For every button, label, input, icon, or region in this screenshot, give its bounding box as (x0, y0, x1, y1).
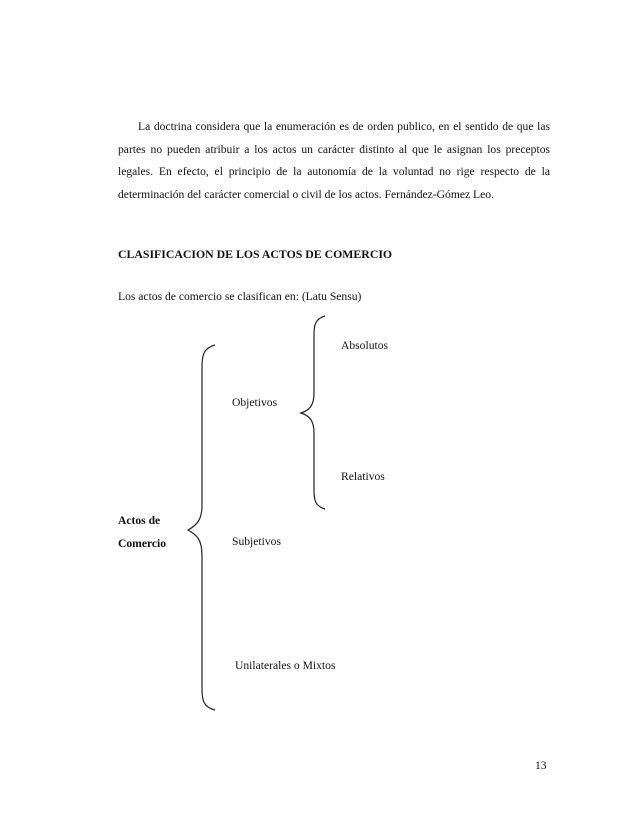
intro-text: Los actos de comercio se clasifican en: (Latu Sensu) (118, 290, 362, 303)
body-paragraph: La doctrina considera que la enumeración es de orden publico, en el sentido de que las partes no pueden atribuir a los actos un carácter distinto al que le asignan los preceptos legales. En efecto, el principio de la autonomía de la voluntad no rige respecto de la determinación del carácter comercial o civil de los actos. Fernández-Gómez Leo. (118, 120, 550, 201)
objetivos-brace (301, 316, 325, 509)
section-heading: CLASIFICACION DE LOS ACTOS DE COMERCIO (118, 247, 393, 261)
mixtos-label: Unilaterales o Mixtos (235, 659, 336, 672)
subjetivos-label: Subjetivos (232, 535, 281, 548)
main-brace (188, 345, 215, 710)
relativos-label: Relativos (341, 470, 385, 483)
root-label-line2: Comercio (118, 537, 167, 550)
root-label-line1: Actos de (118, 514, 161, 527)
objetivos-label: Objetivos (232, 396, 278, 409)
page-number: 13 (535, 759, 547, 772)
absolutos-label: Absolutos (341, 339, 389, 352)
